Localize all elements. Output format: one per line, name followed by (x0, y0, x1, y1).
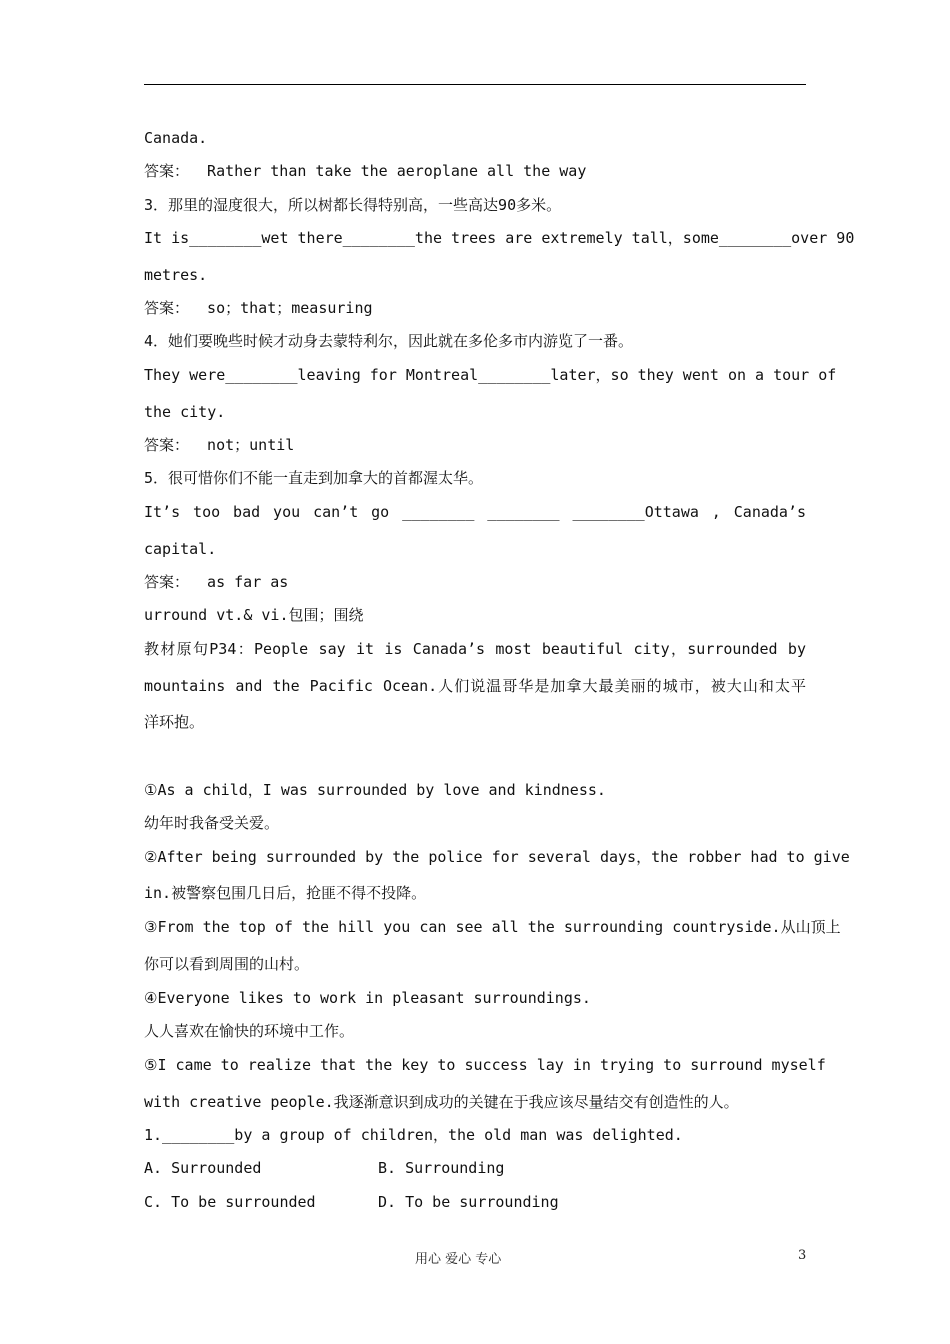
option-d: D. To be surrounding (378, 1193, 559, 1211)
text-line: It is________wet there________the trees are extremely tall，some________over 90 (144, 229, 855, 247)
option-b: B. Surrounding (378, 1159, 505, 1177)
example-line: ②After being surrounded by the police for several days，the robber had to give (144, 848, 850, 866)
option-a: A. Surrounded (144, 1159, 262, 1177)
heading-line: urround vt.& vi.包围；围绕 (144, 606, 364, 624)
question-line: 5．很可惜你们不能一直走到加拿大的首都渥太华。 (144, 469, 484, 487)
text-line: Canada. (144, 129, 208, 147)
question-line: 3．那里的湿度很大，所以树都长得特别高，一些高达90多米。 (144, 196, 562, 214)
example-line: ①As a child，I was surrounded by love and kindness. (144, 781, 606, 799)
question-line: 4．她们要晚些时候才动身去蒙特利尔，因此就在多伦多市内游览了一番。 (144, 332, 634, 350)
text-line: in.被警察包围几日后，抢匪不得不投降。 (144, 884, 427, 902)
text-line: with creative people.我逐渐意识到成功的关键在于我应该尽量结交有创造性的人。 (144, 1093, 739, 1111)
example-line: ③From the top of the hill you can see all the surrounding countryside.从山顶上 (144, 918, 841, 936)
text-line: metres. (144, 266, 208, 284)
answer-line: 答案： Rather than take the aeroplane all the way (144, 162, 587, 180)
text-line: They were________leaving for Montreal________later，so they went on a tour of (144, 366, 837, 384)
example-line: ⑤I came to realize that the key to success lay in trying to surround myself (144, 1056, 826, 1074)
text-line: 人人喜欢在愉快的环境中工作。 (144, 1022, 355, 1040)
text-line: 教材原句P34：People say it is Canada’s most beautiful city，surrounded by (144, 640, 806, 658)
header-rule (144, 84, 806, 85)
option-c: C. To be surrounded (144, 1193, 316, 1211)
answer-line: 答案： so；that；measuring (144, 299, 373, 317)
text-line: capital. (144, 540, 217, 558)
text-line: mountains and the Pacific Ocean.人们说温哥华是加拿大最美丽的城市，被大山和太平 (144, 677, 806, 695)
answer-line: 答案： not；until (144, 436, 295, 454)
text-line: It’s too bad you can’t go ________ ________ ________Ottawa , Canada’s (144, 503, 806, 521)
answer-line: 答案： as far as (144, 573, 289, 591)
footer-motto: 用心 爱心 专心 (415, 1252, 502, 1267)
exercise-question: 1.________by a group of children，the old man was delighted. (144, 1126, 683, 1144)
page-number: 3 (798, 1248, 807, 1263)
text-line: the city. (144, 403, 226, 421)
example-line: ④Everyone likes to work in pleasant surroundings. (144, 989, 591, 1007)
text-line: 幼年时我备受关爱。 (144, 814, 280, 832)
text-line: 你可以看到周围的山村。 (144, 955, 310, 973)
text-line: 洋环抱。 (144, 713, 205, 731)
